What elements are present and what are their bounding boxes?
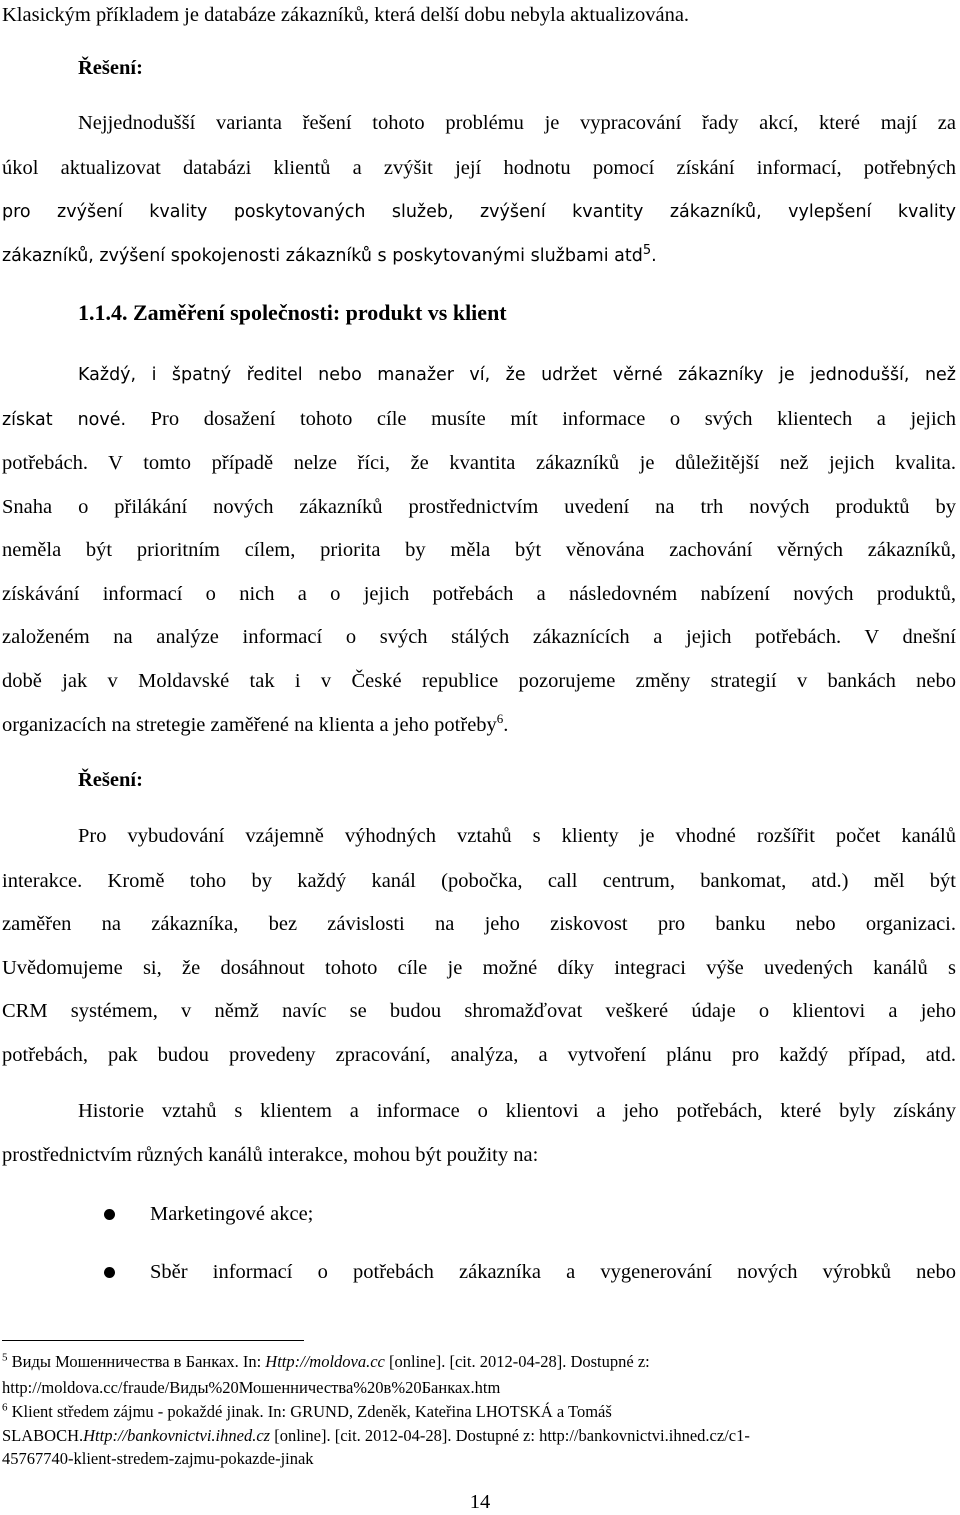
paragraph-line: Snaha o přilákání nových zákazníků prostřednictvím uvedení na trh nových produktů by bbox=[2, 496, 956, 518]
paragraph-text: získat nové. bbox=[2, 410, 127, 430]
footnote-text: Klient středem zájmu - pokaždé jinak. In: GRUND, Zdeněk, Kateřina LHOTSKÁ a Tomáš bbox=[7, 1402, 612, 1421]
paragraph-line: Uvědomujeme si, že dosáhnout tohoto cíle je možné díky integraci výše uvedených kanálů s bbox=[2, 957, 956, 979]
footnote-url[interactable]: 45767740-klient-stredem-zajmu-pokazde-jinak bbox=[2, 1449, 314, 1468]
paragraph-line: Klasickým příkladem je databáze zákazníků, která delší dobu nebyla aktualizována. bbox=[2, 4, 690, 26]
paragraph-text: Pro dosažení tohoto cíle musíte mít informace o svých klientech a jejich bbox=[126, 408, 956, 430]
page-number: 14 bbox=[469, 1491, 491, 1513]
paragraph-line: době jak v Moldavské tak i v České republice pozorujeme změny strategií v bankách nebo bbox=[2, 670, 956, 692]
footnote-6 bbox=[2, 1402, 956, 1422]
paragraph-line: Nejjednodušší varianta řešení tohoto problému je vypracování řady akcí, které mají za bbox=[78, 112, 956, 134]
paragraph-line bbox=[2, 712, 956, 738]
footnote-ref-5: 5 bbox=[642, 243, 652, 259]
paragraph-line: založeném na analýze informací o svých stálých zákaznících a jejich potřebách. V dnešní bbox=[2, 626, 956, 648]
footnote-url[interactable]: http://moldova.cc/fraude/Виды%20Мошенничества%20в%20Банках.htm bbox=[2, 1378, 501, 1397]
paragraph-text: . bbox=[503, 714, 509, 736]
paragraph-line: potřebách, pak budou provedeny zpracování, analýza, a vytvoření plánu pro každý případ, atd. bbox=[2, 1044, 956, 1066]
bullet-icon bbox=[104, 1267, 115, 1278]
footnote-text: [online]. [cit. 2012-04-28]. Dostupné z: http://bankovnictvi.ihned.cz/c1- bbox=[270, 1426, 750, 1445]
paragraph-text: . bbox=[651, 246, 657, 266]
paragraph-line: interakce. Kromě toho by každý kanál (pobočka, call centrum, bankomat, atd.) měl být bbox=[2, 870, 956, 892]
footnote-number: 5 bbox=[2, 1351, 8, 1364]
footnote-link[interactable]: Http://bankovnictvi.ihned.cz bbox=[83, 1426, 271, 1445]
paragraph-text: organizacích na stretegie zaměřené na klienta a jeho potřeby bbox=[2, 714, 497, 736]
paragraph-line bbox=[2, 243, 956, 269]
footnote-text: Виды Мошенничества в Банках. In: bbox=[7, 1352, 266, 1371]
footnote-link[interactable]: Http://moldova.cc bbox=[265, 1352, 385, 1371]
bullet-icon bbox=[104, 1209, 115, 1220]
list-item: Marketingové akce; bbox=[150, 1203, 314, 1225]
paragraph-line: úkol aktualizovat databázi klientů a zvýšit její hodnotu pomocí získání informací, potřebných bbox=[2, 157, 956, 179]
paragraph-line: Pro vybudování vzájemně výhodných vztahů s klienty je vhodné rozšířit počet kanálů bbox=[78, 825, 956, 847]
section-heading: 1.1.4. Zaměření společnosti: produkt vs klient bbox=[78, 300, 507, 325]
footnote-separator bbox=[2, 1340, 304, 1341]
paragraph-line: prostřednictvím různých kanálů interakce, mohou být použity na: bbox=[2, 1144, 539, 1166]
solution-label: Řešení: bbox=[78, 769, 143, 791]
paragraph-line bbox=[2, 406, 956, 433]
list-item: Sběr informací o potřebách zákazníka a vygenerování nových výrobků nebo bbox=[150, 1261, 956, 1283]
footnote-line bbox=[2, 1426, 956, 1446]
footnote-number: 6 bbox=[2, 1401, 8, 1414]
footnote-ref-6: 6 bbox=[496, 711, 504, 727]
paragraph-line: potřebách. V tomto případě nelze říci, že kvantita zákazníků je důležitější než jejich kvalita. bbox=[2, 452, 956, 474]
footnote-text: [online]. [cit. 2012-04-28]. Dostupné z: bbox=[384, 1352, 650, 1371]
paragraph-line: získávání informací o nich a o jejich potřebách a následovném nabízení nových produktů, bbox=[2, 583, 956, 605]
paragraph-line: neměla být prioritním cílem, priorita by měla být věnována zachování věrných zákazníků, bbox=[2, 539, 956, 561]
paragraph-line: Každý, i špatný ředitel nebo manažer ví, že udržet věrné zákazníky je jednodušší, než bbox=[78, 365, 956, 385]
paragraph-line: zaměřen na zákazníka, bez závislosti na jeho ziskovost pro banku nebo organizaci. bbox=[2, 913, 956, 935]
paragraph-line: Historie vztahů s klientem a informace o klientovi a jeho potřebách, které byly získány bbox=[78, 1100, 956, 1122]
paragraph-line: pro zvýšení kvality poskytovaných služeb, zvýšení kvantity zákazníků, vylepšení kvality bbox=[2, 202, 956, 222]
solution-label: Řešení: bbox=[78, 57, 143, 79]
paragraph-text: zákazníků, zvýšení spokojenosti zákazníků s poskytovanými službami atd bbox=[2, 246, 643, 266]
paragraph-line: CRM systémem, v němž navíc se budou shromažďovat veškeré údaje o klientovi a jeho bbox=[2, 1000, 956, 1022]
footnote-text: SLABOCH. bbox=[2, 1426, 84, 1445]
footnote-5 bbox=[2, 1352, 956, 1372]
